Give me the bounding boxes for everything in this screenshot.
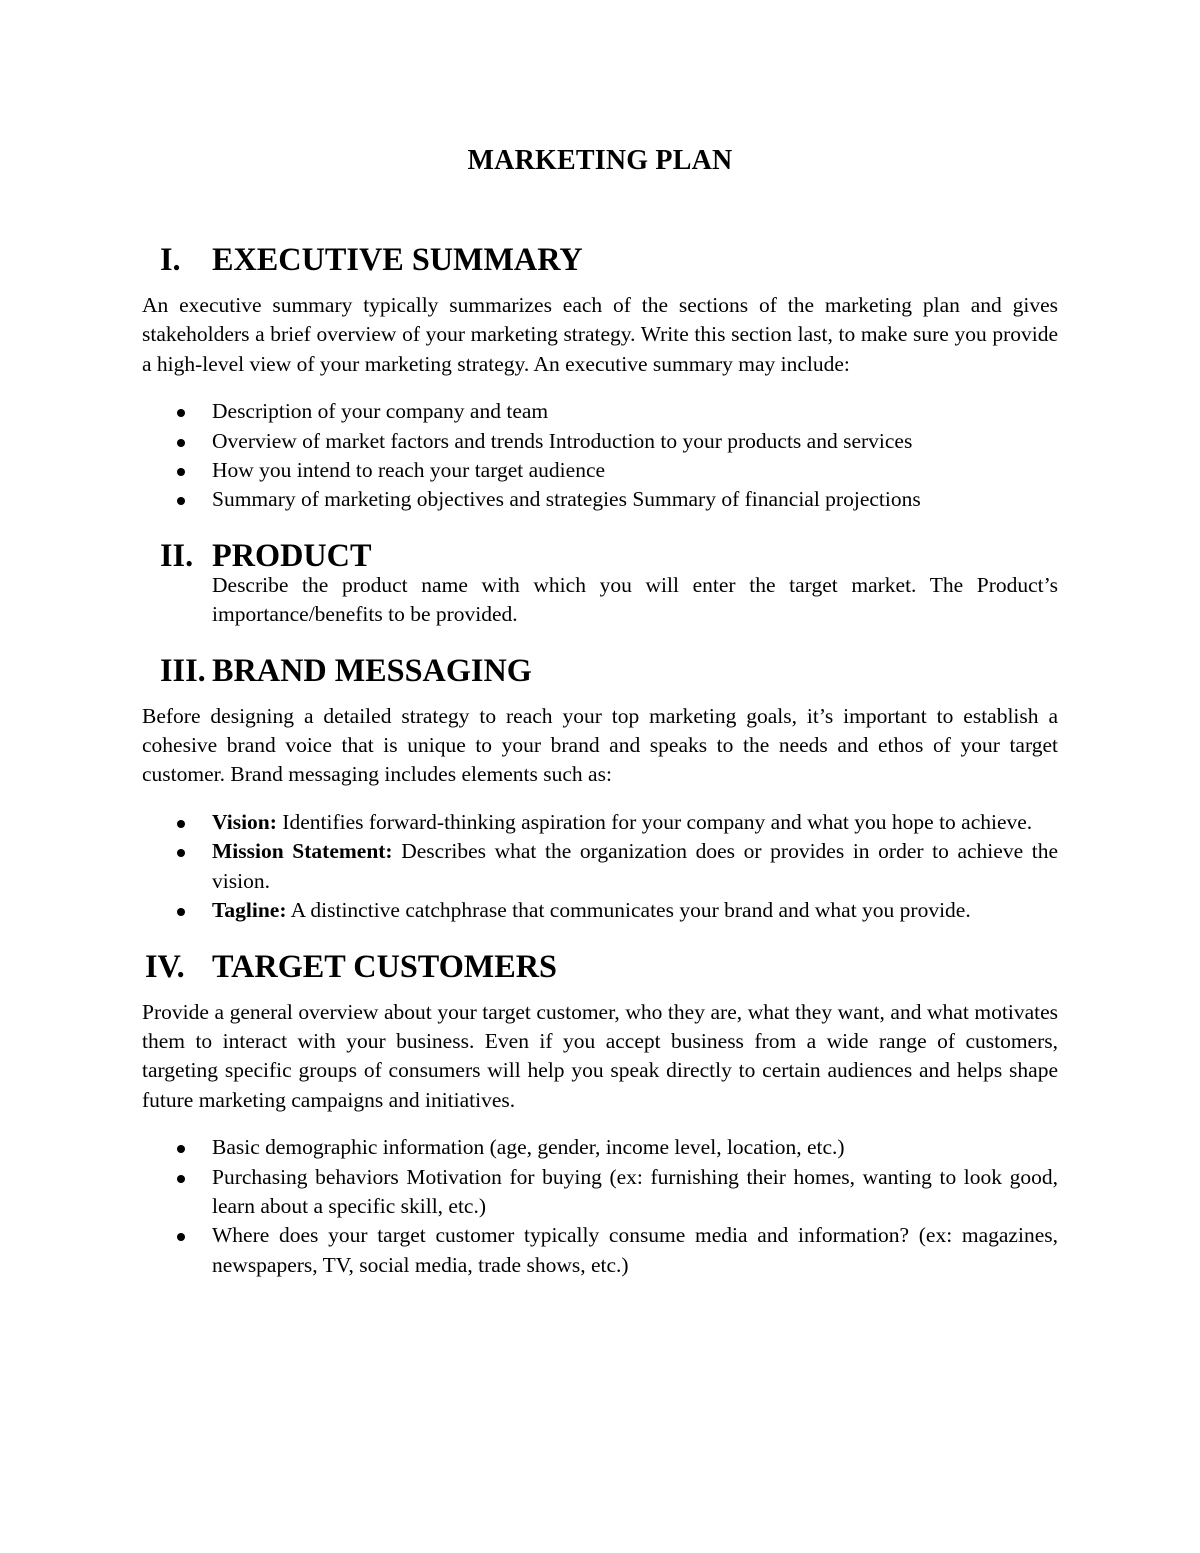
bullet-icon (177, 820, 185, 828)
list-item: Overview of market factors and trends Introduction to your products and services (142, 427, 1058, 456)
list-item: Summary of marketing objectives and strategies Summary of financial projections (142, 485, 1058, 514)
section-title: PRODUCT (212, 536, 372, 573)
section-paragraph: Before designing a detailed strategy to reach your top marketing goals, it’s important to establish a cohesive brand voice that is unique to your brand and speaks to the needs and ethos of your target customer. Brand messaging includes elements such as: (142, 703, 1058, 787)
bullet-icon (177, 849, 185, 857)
list-item: Mission Statement: Describes what the organization does or provides in order to achieve the vision. (142, 837, 1058, 896)
bullet-icon (177, 908, 185, 916)
section-heading (142, 947, 1058, 984)
section-paragraph: Provide a general overview about your target customer, who they are, what they want, and what motivates them to interact with your business. Even if you accept business from a wide range of customers, targeting specific groups of consumers will help you speak directly to certain audiences and helps shape future marketing campaigns and initiatives. (142, 999, 1058, 1112)
bullet-icon (177, 468, 185, 476)
list-item: Purchasing behaviors Motivation for buying (ex: furnishing their homes, wanting to look good, learn about a specific skill, etc.) (142, 1163, 1058, 1222)
bullet-list (142, 397, 1058, 515)
section-title: BRAND MESSAGING (212, 651, 532, 688)
section-heading (142, 536, 1058, 573)
section-number: III. (160, 651, 206, 688)
document-title: MARKETING PLAN (467, 145, 733, 176)
bullet-list (142, 808, 1058, 926)
section-paragraph: Describe the product name with which you will enter the target market. The Product’s importance/benefits to be provided. (212, 572, 1058, 627)
term-label: Vision: (212, 809, 277, 834)
bullet-icon (177, 497, 185, 505)
term-label: Tagline: (212, 898, 287, 923)
bullet-icon (177, 1233, 185, 1241)
section-title: EXECUTIVE SUMMARY (212, 241, 583, 277)
term-label: Mission Statement: (212, 839, 393, 864)
section-brand-messaging (142, 651, 1059, 926)
section-number: II. (160, 536, 194, 573)
bullet-icon (177, 409, 185, 417)
section-title: TARGET CUSTOMERS (212, 947, 557, 984)
bullet-icon (177, 439, 185, 447)
section-heading (142, 651, 1058, 688)
list-item: How you intend to reach your target audience (142, 456, 1058, 485)
section-number: I. (160, 241, 181, 277)
section-paragraph: An executive summary typically summarizes each of the sections of the marketing plan and gives stakeholders a brief overview of your marketing strategy. Write this section last, to make sure you provide a high-level view of your marketing strategy. An executive summary may include: (142, 293, 1058, 376)
list-item: Where does your target customer typically consume media and information? (ex: magazines, newspapers, TV, social media, trade shows, etc.) (142, 1221, 1058, 1280)
section-heading (142, 241, 1058, 277)
bullet-icon (177, 1175, 185, 1183)
list-item: Vision: Identifies forward-thinking aspiration for your company and what you hope to achieve. (142, 808, 1058, 837)
bullet-list (142, 1133, 1058, 1280)
section-target-customers (142, 947, 1058, 1281)
list-item: Tagline: A distinctive catchphrase that communicates your brand and what you provide. (142, 896, 1058, 925)
section-executive-summary (142, 241, 1058, 515)
document-page (142, 143, 1058, 1280)
section-number: IV. (145, 947, 185, 984)
list-item: Basic demographic information (age, gender, income level, location, etc.) (142, 1133, 1058, 1162)
section-product (142, 536, 1058, 630)
list-item: Description of your company and team (142, 397, 1058, 426)
bullet-icon (177, 1145, 185, 1153)
